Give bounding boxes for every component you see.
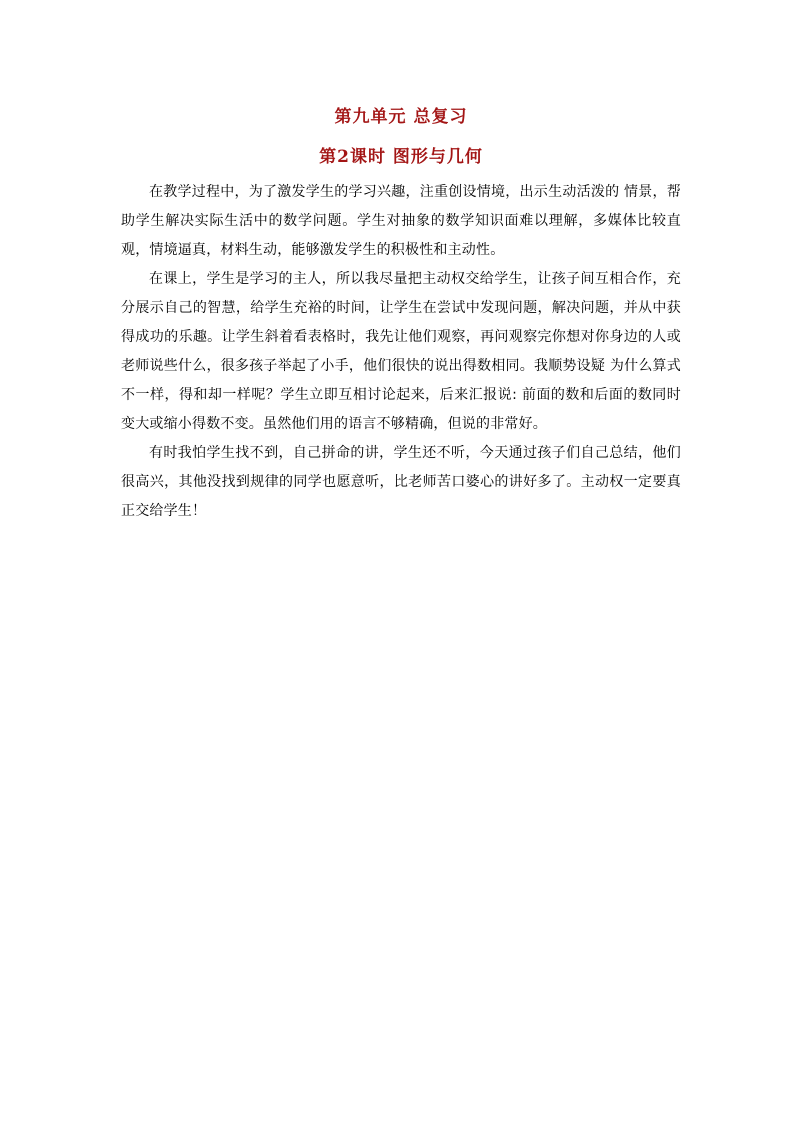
paragraph-3: 有时我怕学生找不到，自己拼命的讲，学生还不听，今天通过孩子们自己总结，他们很高兴，其他没找到规律的同学也愿意听，比老师苦口婆心的讲好多了。主动权一定要真正交给学生！ (121, 445, 681, 519)
paragraph-1: 在教学过程中，为了激发学生的学习兴趣，注重创设情境，出示生动活泼的 情景，帮助学生解决实际生活中的数学问题。学生对抽象的数学知识面难以理解，多媒体比较直观，情境逼真，材料生动，能够激发学生的积极性和主动性。 (121, 184, 681, 258)
body-text (121, 178, 681, 526)
lesson-title: 第2课时 图形与几何 (319, 147, 483, 167)
document-content (121, 104, 681, 526)
paragraph-2: 在课上，学生是学习的主人，所以我尽量把主动权交给学生，让孩子间互相合作，充分展示自己的智慧，给学生充裕的时间，让学生在尝试中发现问题，解决问题，并从中获得成功的乐趣。让学生斜着看表格时，我先让他们观察，再问观察完你想对你身边的人或老师说些什么，很多孩子举起了小手，他们很快的说出得数相同。我顺势设疑 为什么算式不一样，得和却一样呢？学生立即互相讨论起来，后来汇报说: 前面的数和后面的数同时变大或缩小得数不变。虽然他们用的语言不够精确，但说的非常好。 (121, 271, 681, 432)
unit-title: 第九单元 总复习 (334, 107, 468, 127)
